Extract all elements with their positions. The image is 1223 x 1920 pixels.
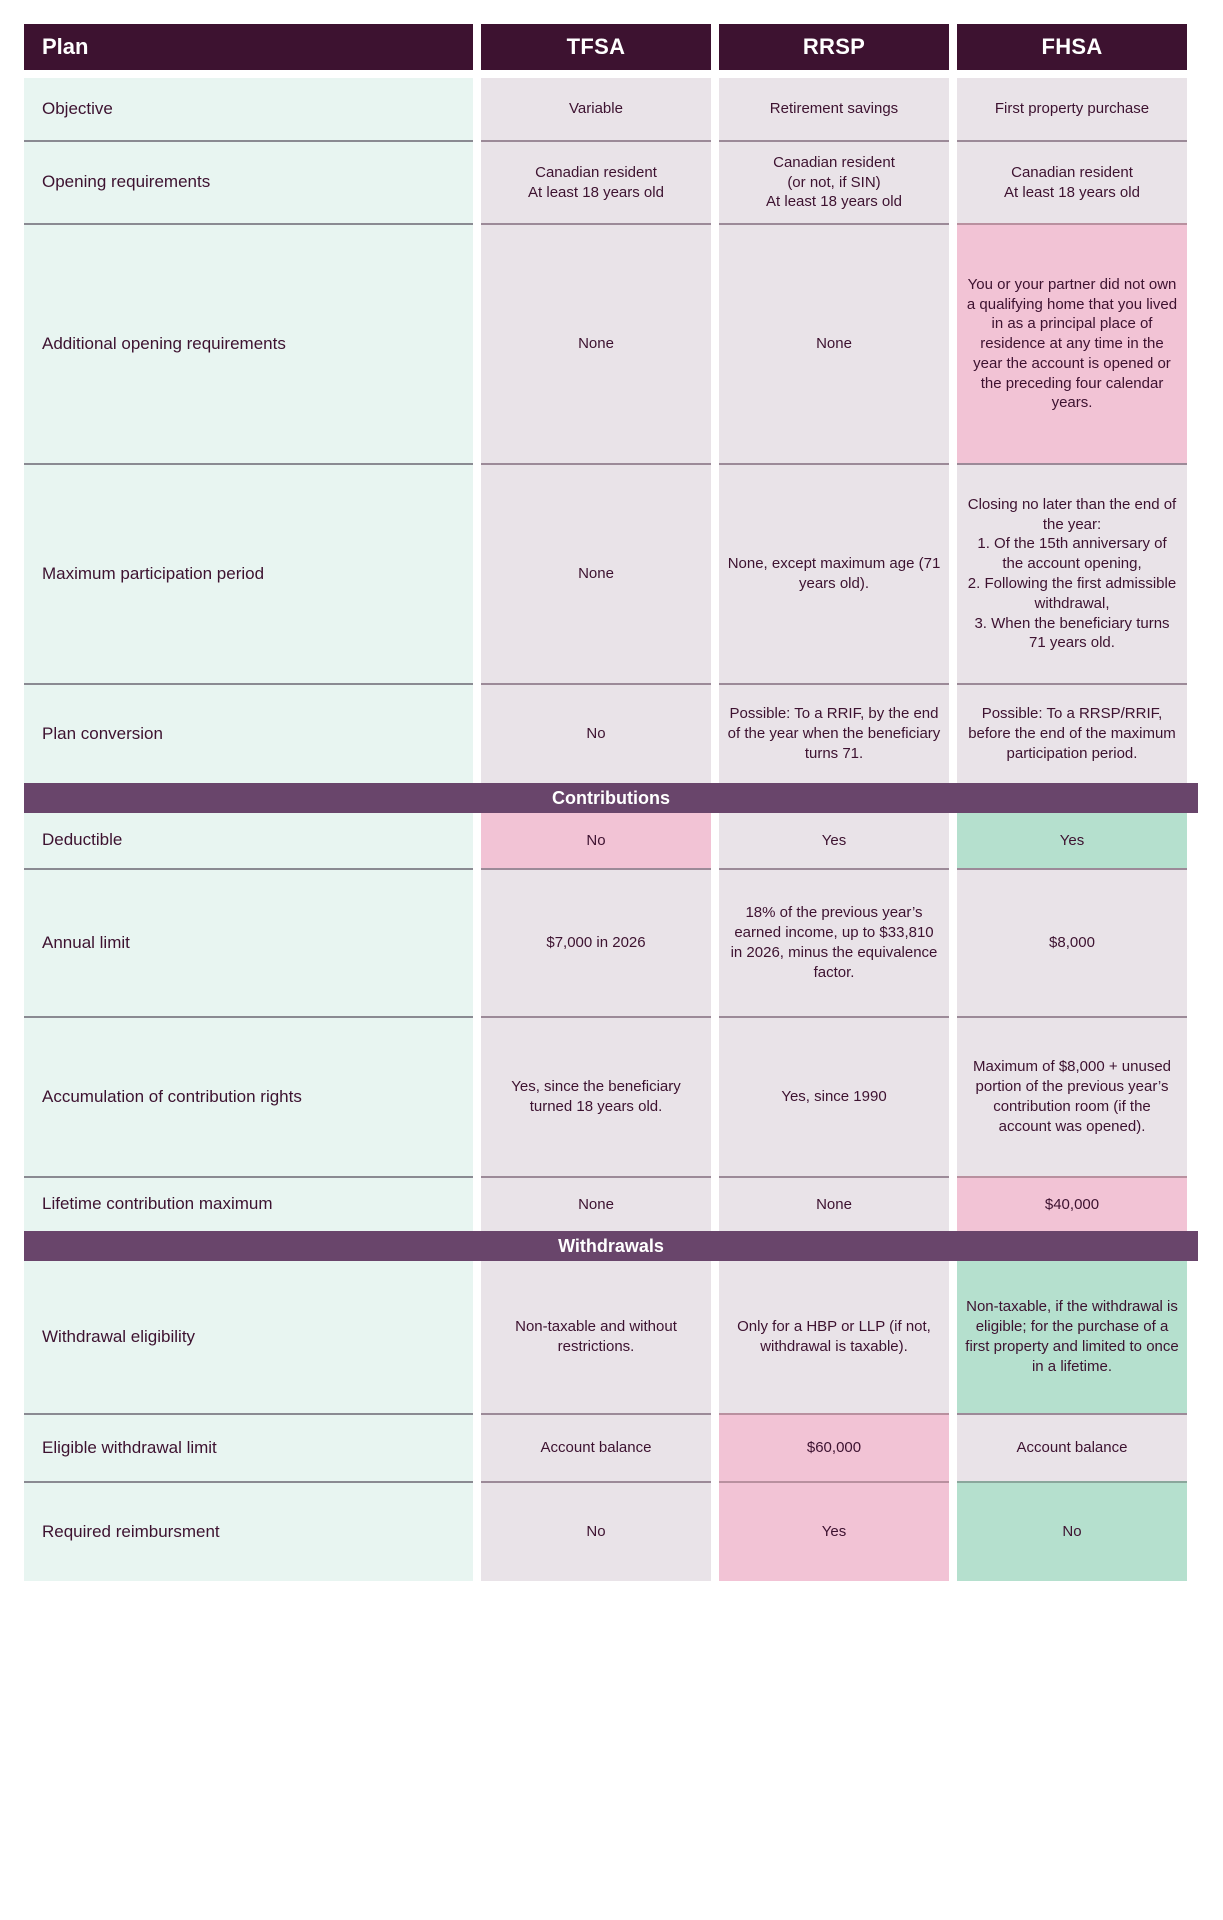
cell-plan-conversion-rrsp bbox=[719, 683, 949, 783]
cell-opening-requirements-fhsa bbox=[957, 140, 1187, 223]
header-label-rrsp: RRSP bbox=[802, 34, 866, 59]
cell-deductible-tfsa bbox=[481, 813, 711, 868]
section-band-withdrawals bbox=[24, 1231, 1198, 1261]
cell-text: No bbox=[586, 831, 606, 849]
cell-maximum-participation-period-tfsa bbox=[481, 463, 711, 683]
row-label-withdrawal-eligibility bbox=[24, 1261, 473, 1413]
row-label-text: Annual limit bbox=[42, 932, 130, 952]
header-cell-plan bbox=[24, 24, 473, 70]
cell-eligible-withdrawal-limit-tfsa bbox=[481, 1413, 711, 1481]
cell-lifetime-contribution-maximum-tfsa bbox=[481, 1176, 711, 1231]
row-label-deductible bbox=[24, 813, 473, 868]
cell-plan-conversion-tfsa bbox=[481, 683, 711, 783]
cell-objective-rrsp bbox=[719, 78, 949, 140]
table-row bbox=[24, 1481, 1198, 1581]
section-band-label: Withdrawals bbox=[558, 1235, 664, 1256]
row-label-text: Required reimbursment bbox=[42, 1521, 220, 1541]
cell-text: Closing no later than the end of the year: 1. Of the 15th anniversary of the account opening, 2. Following the first admissible withdrawal, 3. When the beneficiary turns 71 years old. bbox=[967, 495, 1177, 652]
cell-text: Canadian resident At least 18 years old bbox=[1004, 163, 1140, 201]
cell-accumulation-of-contribution-rights-tfsa bbox=[481, 1016, 711, 1176]
cell-deductible-fhsa bbox=[957, 813, 1187, 868]
cell-text: Possible: To a RRSP/RRIF, before the end of the maximum participation period. bbox=[968, 705, 1176, 762]
section-band-contributions bbox=[24, 783, 1198, 813]
row-label-text: Opening requirements bbox=[42, 172, 211, 192]
cell-deductible-rrsp bbox=[719, 813, 949, 868]
table-row bbox=[24, 813, 1198, 868]
cell-text: Account balance bbox=[1016, 1439, 1128, 1457]
row-label-annual-limit bbox=[24, 868, 473, 1016]
cell-required-reimbursment-tfsa bbox=[481, 1481, 711, 1581]
row-label-objective bbox=[24, 78, 473, 140]
cell-additional-opening-requirements-rrsp bbox=[719, 223, 949, 463]
row-label-text: Deductible bbox=[42, 830, 123, 850]
cell-text: $8,000 bbox=[1049, 934, 1095, 952]
table-body bbox=[24, 78, 1198, 1581]
cell-annual-limit-tfsa bbox=[481, 868, 711, 1016]
table-row bbox=[24, 140, 1198, 223]
cell-text: Canadian resident (or not, if SIN) At least 18 years old bbox=[766, 153, 902, 211]
cell-maximum-participation-period-rrsp bbox=[719, 463, 949, 683]
cell-text: None bbox=[816, 1195, 852, 1213]
cell-annual-limit-rrsp bbox=[719, 868, 949, 1016]
row-label-text: Eligible withdrawal limit bbox=[42, 1437, 217, 1457]
cell-text: Yes, since 1990 bbox=[781, 1088, 887, 1106]
row-label-maximum-participation-period bbox=[24, 463, 473, 683]
cell-text: $7,000 in 2026 bbox=[546, 934, 646, 952]
row-label-required-reimbursment bbox=[24, 1481, 473, 1581]
cell-text: Yes, since the beneficiary turned 18 years old. bbox=[511, 1078, 681, 1115]
cell-text: You or your partner did not own a qualifying home that you lived in as a principal place of residence at any time in the year the account is opened or the preceding four calendar years. bbox=[966, 275, 1178, 412]
cell-lifetime-contribution-maximum-rrsp bbox=[719, 1176, 949, 1231]
cell-text: $60,000 bbox=[806, 1439, 862, 1457]
table-row bbox=[24, 868, 1198, 1016]
table-header-row bbox=[24, 24, 1198, 70]
header-label-fhsa: FHSA bbox=[1041, 34, 1103, 59]
cell-maximum-participation-period-fhsa bbox=[957, 463, 1187, 683]
cell-text: Possible: To a RRIF, by the end of the year when the beneficiary turns 71. bbox=[727, 705, 941, 762]
cell-text: Yes bbox=[1059, 831, 1085, 849]
table-row bbox=[24, 1261, 1198, 1413]
row-label-text: Withdrawal eligibility bbox=[42, 1326, 196, 1346]
cell-accumulation-of-contribution-rights-rrsp bbox=[719, 1016, 949, 1176]
cell-text: None, except maximum age (71 years old). bbox=[727, 555, 941, 592]
cell-plan-conversion-fhsa bbox=[957, 683, 1187, 783]
cell-text: No bbox=[586, 725, 606, 743]
table-row bbox=[24, 1176, 1198, 1231]
cell-text: Non-taxable, if the withdrawal is eligible; for the purchase of a first property and limited to once in a lifetime. bbox=[965, 1298, 1179, 1375]
header-label-tfsa: TFSA bbox=[566, 34, 626, 59]
cell-required-reimbursment-fhsa bbox=[957, 1481, 1187, 1581]
row-label-additional-opening-requirements bbox=[24, 223, 473, 463]
cell-text: Non-taxable and without restrictions. bbox=[515, 1318, 677, 1355]
table-row bbox=[24, 683, 1198, 783]
table-row bbox=[24, 463, 1198, 683]
cell-text: No bbox=[586, 1523, 606, 1541]
cell-eligible-withdrawal-limit-rrsp bbox=[719, 1413, 949, 1481]
cell-required-reimbursment-rrsp bbox=[719, 1481, 949, 1581]
cell-text: Variable bbox=[569, 100, 623, 118]
cell-objective-tfsa bbox=[481, 78, 711, 140]
cell-additional-opening-requirements-tfsa bbox=[481, 223, 711, 463]
cell-withdrawal-eligibility-tfsa bbox=[481, 1261, 711, 1413]
cell-text: Yes bbox=[821, 1523, 847, 1541]
row-label-text: Maximum participation period bbox=[42, 563, 265, 583]
table-row bbox=[24, 1016, 1198, 1176]
cell-lifetime-contribution-maximum-fhsa bbox=[957, 1176, 1187, 1231]
cell-text: Maximum of $8,000 + unused portion of the previous year’s contribution room (if the account was opened). bbox=[972, 1058, 1172, 1135]
cell-opening-requirements-rrsp bbox=[719, 140, 949, 223]
cell-text: None bbox=[578, 565, 614, 583]
table-row bbox=[24, 223, 1198, 463]
row-label-text: Additional opening requirements bbox=[42, 333, 286, 353]
row-label-eligible-withdrawal-limit bbox=[24, 1413, 473, 1481]
cell-annual-limit-fhsa bbox=[957, 868, 1187, 1016]
row-label-text: Accumulation of contribution rights bbox=[42, 1086, 302, 1106]
cell-text: No bbox=[1062, 1523, 1082, 1541]
row-label-plan-conversion bbox=[24, 683, 473, 783]
cell-withdrawal-eligibility-fhsa bbox=[957, 1261, 1187, 1413]
cell-text: None bbox=[578, 1195, 614, 1213]
header-cell-fhsa bbox=[957, 24, 1187, 70]
row-label-text: Objective bbox=[42, 98, 113, 118]
cell-eligible-withdrawal-limit-fhsa bbox=[957, 1413, 1187, 1481]
row-label-text: Lifetime contribution maximum bbox=[42, 1194, 273, 1214]
cell-additional-opening-requirements-fhsa bbox=[957, 223, 1187, 463]
cell-text: Retirement savings bbox=[769, 100, 899, 118]
cell-withdrawal-eligibility-rrsp bbox=[719, 1261, 949, 1413]
cell-text: None bbox=[816, 335, 852, 353]
row-label-accumulation-of-contribution-rights bbox=[24, 1016, 473, 1176]
cell-text: Yes bbox=[821, 831, 847, 849]
cell-opening-requirements-tfsa bbox=[481, 140, 711, 223]
section-band-label: Contributions bbox=[552, 787, 670, 808]
cell-objective-fhsa bbox=[957, 78, 1187, 140]
row-label-text: Plan conversion bbox=[42, 723, 163, 743]
cell-text: 18% of the previous year’s earned income, up to $33,810 in 2026, minus the equivalence factor. bbox=[730, 904, 938, 981]
row-label-lifetime-contribution-maximum bbox=[24, 1176, 473, 1231]
cell-accumulation-of-contribution-rights-fhsa bbox=[957, 1016, 1187, 1176]
header-label-plan: Plan bbox=[42, 34, 89, 59]
table-row bbox=[24, 78, 1198, 140]
row-label-opening-requirements bbox=[24, 140, 473, 223]
cell-text: $40,000 bbox=[1044, 1195, 1100, 1213]
cell-text: Only for a HBP or LLP (if not, withdrawal is taxable). bbox=[737, 1318, 931, 1355]
cell-text: Account balance bbox=[540, 1439, 652, 1457]
header-cell-rrsp bbox=[719, 24, 949, 70]
cell-text: Canadian resident At least 18 years old bbox=[528, 163, 664, 201]
cell-text: None bbox=[578, 335, 614, 353]
table-row bbox=[24, 1413, 1198, 1481]
header-cell-tfsa bbox=[481, 24, 711, 70]
cell-text: First property purchase bbox=[994, 100, 1150, 118]
